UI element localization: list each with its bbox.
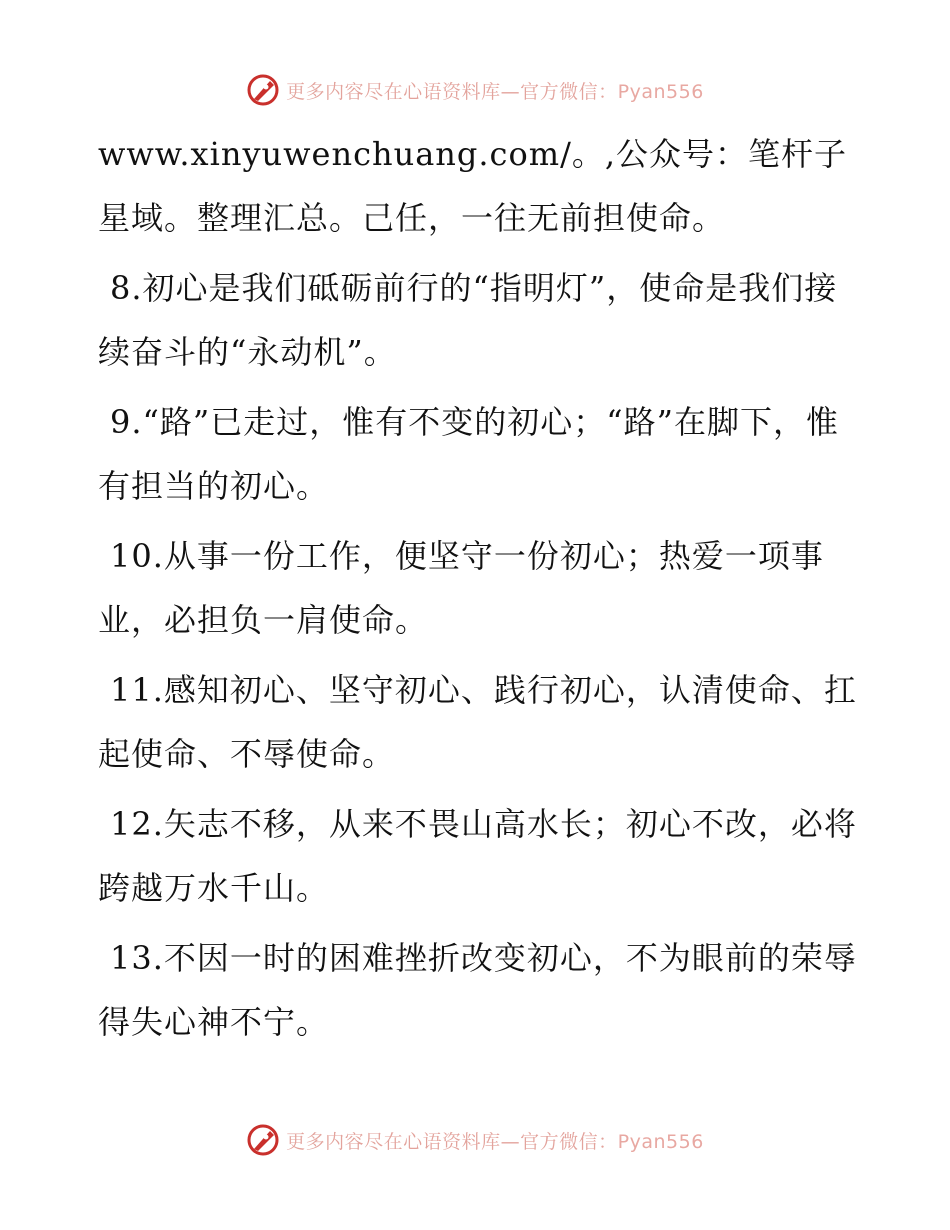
pen-logo-icon — [246, 1123, 280, 1157]
document-body — [98, 122, 858, 1060]
paragraph-11: 11.感知初心、坚守初心、践行初心，认清使命、扛起使命、不辱使命。 — [98, 671, 857, 773]
paragraph-10: 10.从事一份工作，便坚守一份初心；热爱一项事业，必担负一肩使命。 — [98, 537, 824, 639]
paragraph-9: 9.“路”已走过，惟有不变的初心；“路”在脚下，惟有担当的初心。 — [98, 403, 839, 505]
pen-logo-icon — [246, 73, 280, 107]
footer-banner-text: 更多内容尽在心语资料库—官方微信：Pyan556 — [286, 1130, 704, 1153]
paragraph-12: 12.矢志不移，从来不畏山高水长；初心不改，必将跨越万水千山。 — [98, 805, 857, 907]
paragraph-8: 8.初心是我们砥砺前行的“指明灯”，使命是我们接续奋斗的“永动机”。 — [98, 269, 838, 371]
paragraph-1: www.xinyuwenchuang.com/。,公众号：笔杆子星域。整理汇总。己任，一往无前担使命。 — [98, 135, 848, 237]
paragraph-13: 13.不因一时的困难挫折改变初心，不为眼前的荣辱得失心神不宁。 — [98, 939, 857, 1041]
header-wechat-id: Pyan556 — [617, 80, 704, 103]
footer-banner — [0, 1120, 950, 1160]
header-banner-text: 更多内容尽在心语资料库—官方微信：Pyan556 — [286, 80, 704, 103]
header-banner — [0, 70, 950, 110]
footer-wechat-id: Pyan556 — [617, 1130, 704, 1153]
